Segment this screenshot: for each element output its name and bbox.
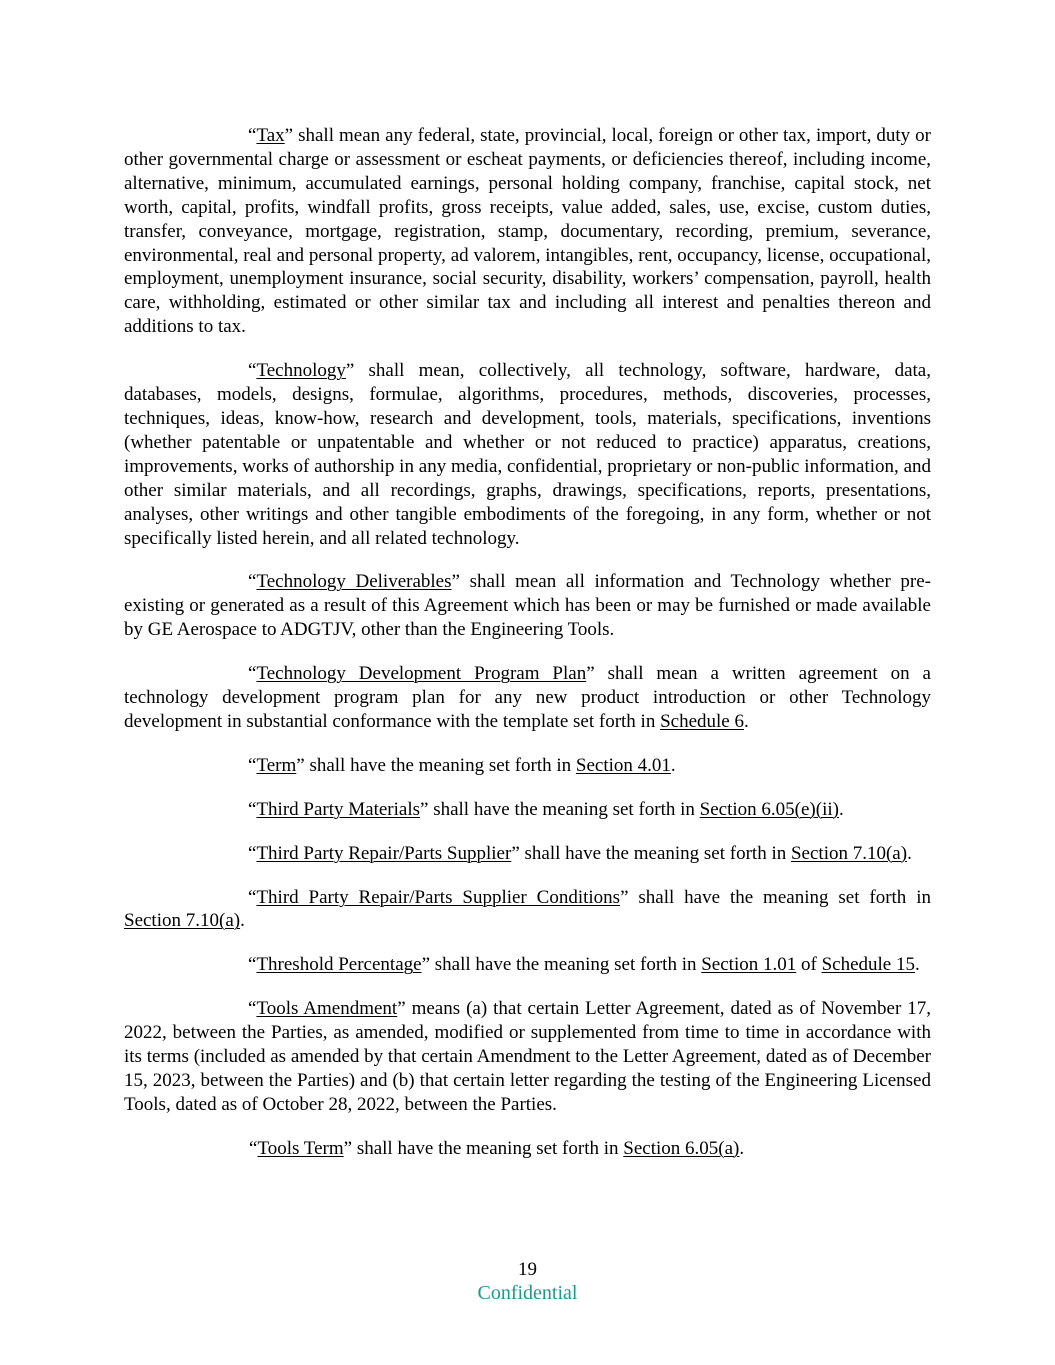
definition-third-party-repair-parts-supplier: “Third Party Repair/Parts Supplier” shall have the meaning set forth in Section 7.10(a). <box>248 842 912 864</box>
cross-reference: Section 6.05(a) <box>623 1137 740 1159</box>
defined-term: Third Party Repair/Parts Supplier Conditions <box>256 886 621 908</box>
defined-term: Third Party Materials <box>256 798 421 820</box>
defined-term: Technology Development Program Plan <box>256 663 587 685</box>
definition-technology-deliverables: “Technology Deliverables” shall mean all information and Technology whether pre-existing or generated as a result of this Agreement which has been or may be furnished or made available by GE Aerospace to ADGTJV, other than the Engineering Tools. <box>124 571 931 641</box>
document-page <box>124 124 931 1181</box>
cross-reference: Schedule 15 <box>821 954 915 976</box>
cross-reference: Section 4.01 <box>575 754 671 776</box>
defined-term: Threshold Percentage <box>256 954 422 976</box>
cross-reference: Section 7.10(a) <box>790 842 908 864</box>
definition-tools-term: “Tools Term” shall have the meaning set forth in Section 6.05(a). <box>249 1137 745 1159</box>
definition-text: means (a) that certain Letter Agreement, dated as of November 17, 2022, between the Parties, as amended, modified or supplemented from time to time in accordance with its terms (included as amended by that certain Amendment to the Letter Agreement, dated as of December 15, 2023, between the Parties) and (b) that certain letter regarding the testing of the Engineering Licensed Tools, dated as of October 28, 2022, between the Parties. <box>124 998 932 1115</box>
definition-text: shall mean any federal, state, provincial, local, foreign or other tax, import, duty or other governmental charge or assessment or escheat payments, or deficiencies thereof, including income, alternative, minimum, accumulated earnings, personal holding company, franchise, capital stock, net worth, capital, profits, windfall profits, gross receipts, value added, sales, use, excise, custom duties, transfer, conveyance, mortgage, registration, stamp, documentary, recording, premium, severance, environmental, real and personal property, ad valorem, intangibles, rent, occupancy, license, occupational, employment, unemployment insurance, social security, disability, workers’ compensation, payroll, health care, withholding, estimated or other similar tax and including all interest and penalties thereon and additions to tax. <box>124 125 931 338</box>
defined-term: Tools Term <box>257 1137 344 1159</box>
defined-term: Tools Amendment <box>256 998 398 1020</box>
defined-term: Tax <box>256 125 285 146</box>
defined-term: Technology <box>256 360 346 382</box>
definition-term: “Term” shall have the meaning set forth in Section 4.01. <box>248 754 676 776</box>
definition-third-party-repair-parts-supplier-conditions: “Third Party Repair/Parts Supplier Conditions” shall have the meaning set forth in Section 7.10(a). <box>124 886 931 932</box>
definition-text: shall have the meaning set forth in <box>628 886 931 908</box>
defined-term: Third Party Repair/Parts Supplier <box>256 842 512 864</box>
definition-text: shall have the meaning set forth in <box>428 798 700 820</box>
definition-text: shall mean a written agreement on a technology development program plan for any new product introduction or other Technology development in substantial conformance with the template set forth in <box>124 663 931 732</box>
definition-tools-amendment: “Tools Amendment” means (a) that certain Letter Agreement, dated as of November 17, 2022, between the Parties, as amended, modified or supplemented from time to time in accordance with its terms (included as amended by that certain Amendment to the Letter Agreement, dated as of December 15, 2023, between the Parties) and (b) that certain letter regarding the testing of the Engineering Licensed Tools, dated as of October 28, 2022, between the Parties. <box>124 998 932 1115</box>
defined-term: Technology Deliverables <box>256 571 452 593</box>
cross-reference: Section 6.05(e)(ii) <box>699 798 839 820</box>
defined-term: Term <box>256 754 297 776</box>
cross-reference: Schedule 6 <box>660 710 744 732</box>
definition-text: shall mean all information and Technology whether pre-existing or generated as a result of this Agreement which has been or may be furnished or made available by GE Aerospace to ADGTJV, other than the Engineering Tools. <box>124 571 931 641</box>
definition-technology: “Technology” shall mean, collectively, all technology, software, hardware, data, databases, models, designs, formulae, algorithms, procedures, methods, discoveries, processes, techniques, ideas, know-how, research and development, tools, materials, specifications, inventions (whether patentable or unpatentable and whether or not reduced to practice) apparatus, creations, improvements, works of authorship in any media, confidential, proprietary or non-public information, and other similar materials, and all recordings, graphs, drawings, specifications, reports, presentations, analyses, other writings and other tangible embodiments of the foregoing, in any form, whether or not specifically listed herein, and all related technology. <box>124 360 931 549</box>
definition-text: shall have the meaning set forth in <box>519 842 791 864</box>
definition-tax: “Tax” shall mean any federal, state, provincial, local, foreign or other tax, import, duty or other governmental charge or assessment or escheat payments, or deficiencies thereof, including income, alternative, minimum, accumulated earnings, personal holding company, franchise, capital stock, net worth, capital, profits, windfall profits, gross receipts, value added, sales, use, excise, custom duties, transfer, conveyance, mortgage, registration, stamp, documentary, recording, premium, severance, environmental, real and personal property, ad valorem, intangibles, rent, occupancy, license, occupational, employment, unemployment insurance, social security, disability, workers’ compensation, payroll, health care, withholding, estimated or other similar tax and including all interest and penalties thereon and additions to tax. <box>124 125 931 338</box>
definition-third-party-materials: “Third Party Materials” shall have the meaning set forth in Section 6.05(e)(ii). <box>248 798 844 820</box>
cross-reference: Section 7.10(a) <box>124 910 241 932</box>
definition-text: shall have the meaning set forth in <box>304 754 576 776</box>
definition-text: shall have the meaning set forth in <box>352 1137 624 1159</box>
definition-technology-development-program-plan: “Technology Development Program Plan” shall mean a written agreement on a technology development program plan for any new product introduction or other Technology development in substantial conformance with the template set forth in Schedule 6. <box>124 663 931 732</box>
definition-text: shall have the meaning set forth in <box>430 954 702 976</box>
confidential-label: Confidential <box>477 1282 578 1304</box>
definition-text: shall mean, collectively, all technology, software, hardware, data, databases, models, designs, formulae, algorithms, procedures, methods, discoveries, processes, techniques, ideas, know-how, research and development, tools, materials, specifications, inventions (whether patentable or unpatentable and whether or not reduced to practice) apparatus, creations, improvements, works of authorship in any media, confidential, proprietary or non-public information, and other similar materials, and all recordings, graphs, drawings, specifications, reports, presentations, analyses, other writings and other tangible embodiments of the foregoing, in any form, whether or not specifically listed herein, and all related technology. <box>124 360 931 549</box>
cross-reference: Section 1.01 <box>701 954 797 976</box>
definition-threshold-percentage: “Threshold Percentage” shall have the meaning set forth in Section 1.01 of Schedule 15. <box>248 954 920 976</box>
page-number: 19 <box>518 1259 537 1280</box>
